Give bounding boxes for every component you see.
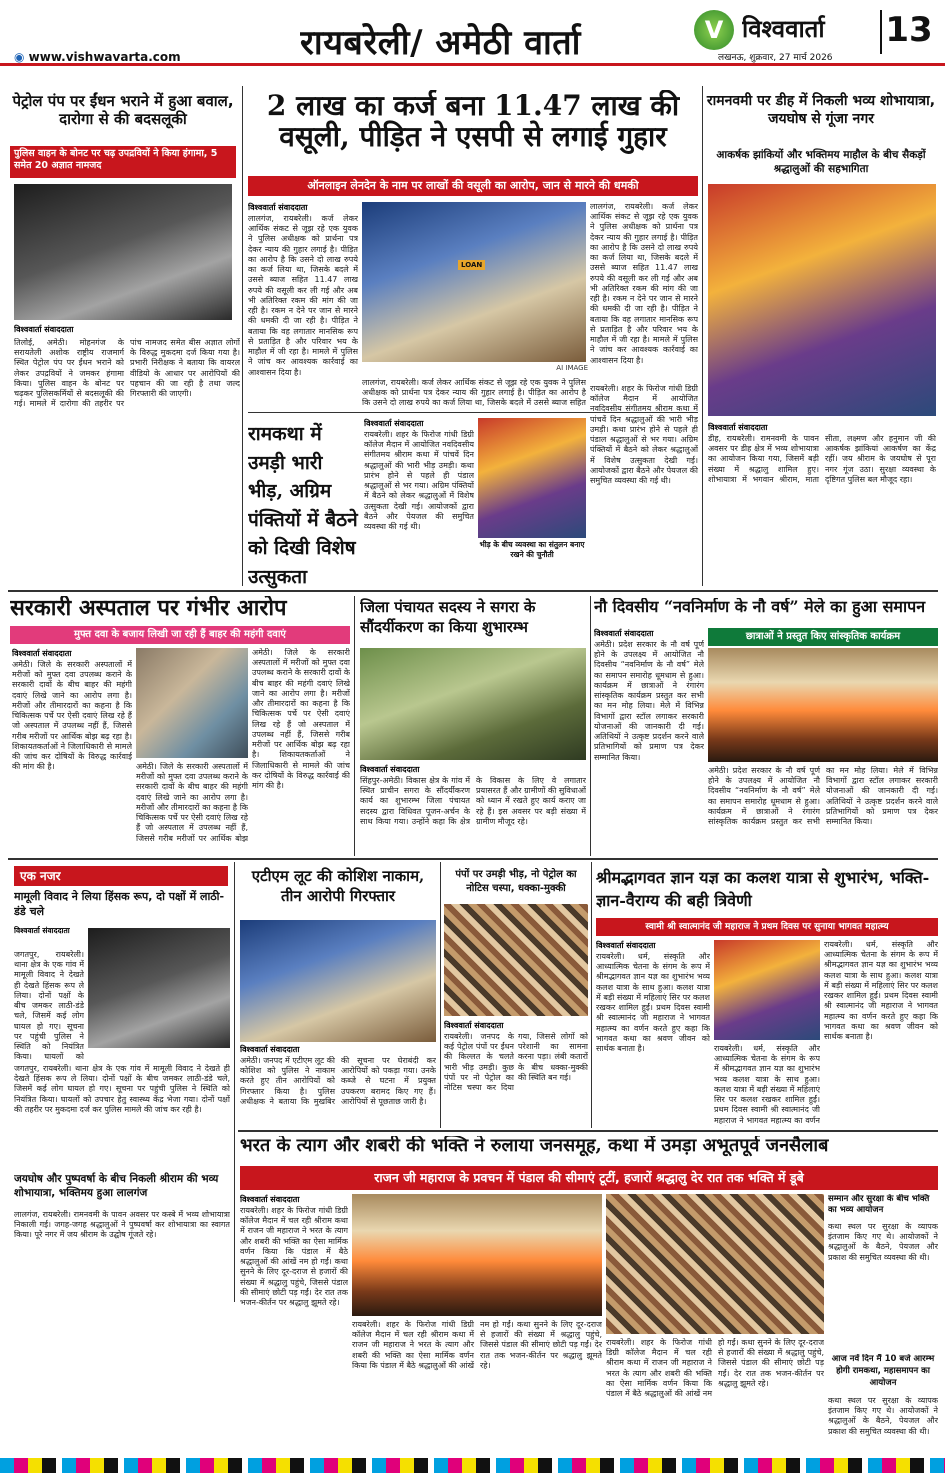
- color-registration-strip: [0, 1458, 945, 1473]
- globe-icon: ◉: [14, 50, 25, 64]
- website-link[interactable]: [14, 50, 214, 64]
- column-divider: [234, 862, 235, 1302]
- hospital-photo: [136, 648, 248, 758]
- masthead: [0, 0, 945, 66]
- row-divider: [8, 858, 938, 860]
- eknazar-sub-body: लालगंज, रायबरेली। रामनवमी के पावन अवसर पर कस्बे में भव्य शोभायात्रा निकाली गई। जगह-जगह श्रद्धालुओं ने पुष्पवर्षा कर शोभायात्रा का स्वागत किया। पूरे नगर में जय श्रीराम के उद्घोष गूंजते रहे।: [14, 1210, 230, 1240]
- page-number: 13: [880, 10, 936, 54]
- ramkatha-caption: भीड़ के बीच व्यवस्था का संतुलन बनाए रखने की चुनौती: [479, 540, 585, 559]
- bharat-byline: विश्ववार्ता संवाददाता: [240, 1195, 300, 1204]
- brand-name: विश्ववार्ता: [742, 14, 825, 43]
- brand-logo: V: [694, 10, 734, 50]
- bharat-subhead: राजन जी महाराज के प्रवचन में पंडाल की सीमाएं टूटीं, हजारों श्रद्धालु देर रात तक भक्ति में डूबे: [240, 1166, 938, 1190]
- loan-body-col1: लालगंज, रायबरेली। कर्ज लेकर आर्थिक संकट से जूझ रहे एक युवक ने पुलिस अधीक्षक को प्रार्थना पत्र देकर न्याय की गुहार लगाई है। पीड़ित का आरोप है कि उसने दो लाख रुपये का कर्ज लिया था, जिसके बदले में उससे ब्याज सहित 11.47 लाख रुपये की वसूली कर ली गई और अब भी अतिरिक्त रकम की मांग की जा रही है। रकम न देने पर जान से मारने की धमकी दी जा रही है। पीड़ित ने बताया कि वह लगातार मानसिक रूप से प्रताड़ित है और परिवार भय के माहौल में जी रहा है। मामले में पुलिस ने जांच कर आवश्यक कार्रवाई का आश्वासन दिया है।: [248, 214, 358, 376]
- bharat-crowd-photo: [606, 1194, 824, 1334]
- petrol-headline: पेट्रोल पंप पर ईंधन भराने में हुआ बवाल, दारोगा से की बदसलूकी: [12, 92, 234, 129]
- loan-headline: 2 लाख का कर्ज बना 11.47 लाख की वसूली, पीड़ित ने एसपी से लगाई गुहार: [266, 90, 680, 154]
- bhagwat-byline: विश्ववार्ता संवाददाता: [596, 941, 656, 950]
- eknazar-byline: विश्ववार्ता संवाददाता: [14, 926, 70, 935]
- atm-headline: एटीएम लूट की कोशिश नाकाम, तीन आरोपी गिरफ्तार: [251, 867, 425, 906]
- hospital-body: अमेठी। जिले के सरकारी अस्पतालों में मरीजों को मुफ्त दवा उपलब्ध कराने के सरकारी दावों के बीच बाहर की महंगी दवाएं लिखे जाने का आरोप लगा है। मरीजों और तीमारदारों का कहना है कि चिकित्सक पर्चे पर ऐसी दवाएं लिख रहे हैं जो अस्पताल में उपलब्ध नहीं हैं, जिससे गरीब मरीजों पर आर्थिक बोझ बढ़ रहा है। शिकायतकर्ताओं ने जिलाधिकारी से मामले की जांच कर दोषियों के विरुद्ध कार्रवाई की मांग की है।: [12, 660, 132, 772]
- zila-photo: [360, 648, 586, 760]
- hospital-body-3: अमेठी। जिले के सरकारी अस्पतालों में मरीजों को मुफ्त दवा उपलब्ध कराने के सरकारी दावों के बीच बाहर की महंगी दवाएं लिखे जाने का आरोप लगा है। मरीजों और तीमारदारों का कहना है कि चिकित्सक पर्चे पर ऐसी दवाएं लिख रहे हैं जो अस्पताल में उपलब्ध नहीं हैं, जिससे गरीब मरीजों पर आर्थिक बोझ बढ़ रहा है। शिकायतकर्ताओं ने जिलाधिकारी से मामले की जांच कर दोषियों के विरुद्ध कार्रवाई की मांग की है।: [252, 648, 350, 791]
- hospital-body-2: अमेठी। जिले के सरकारी अस्पतालों में मरीजों को मुफ्त दवा उपलब्ध कराने के सरकारी दावों के बीच बाहर की महंगी दवाएं लिखे जाने का आरोप लगा है। मरीजों और तीमारदारों का कहना है कि चिकित्सक पर्चे पर ऐसी दवाएं लिख रहे हैं जो अस्पताल में उपलब्ध नहीं हैं, जिससे गरीब मरीजों पर आर्थिक बोझ: [136, 762, 248, 842]
- loan-body-col2: लालगंज, रायबरेली। कर्ज लेकर आर्थिक संकट से जूझ रहे एक युवक ने पुलिस अधीक्षक को प्रार्थना पत्र देकर न्याय की गुहार लगाई है। पीड़ित का आरोप है कि उसने दो लाख रुपये का कर्ज लिया था, जिसके बदले में उससे ब्याज सहित 11.47 लाख रुपये की वसूली कर ली गई और अब भी अतिरिक्त रकम की मांग की जा रही है। रकम न देने पर जान से मारने की धमकी दी जा रही है। पीड़ित ने बताया कि वह लगातार मानसिक रूप से प्रताड़ित है और परिवार भय के माहौल में जी रहा है। मामले में पुलिस ने जांच कर आवश्यक कार्रवाई का आश्वासन दिया है।: [590, 202, 698, 365]
- ramnavami-byline: विश्ववार्ता संवाददाता: [708, 423, 768, 432]
- bhagwat-body: रायबरेली। धर्म, संस्कृति और आध्यात्मिक चेतना के संगम के रूप में श्रीमद्भागवत ज्ञान यज्ञ का शुभारंभ भव्य कलश यात्रा के साथ हुआ। कलश यात्रा में बड़ी संख्या में महिलाएं सिर पर कलश रखकर शामिल हुईं। प्रथम दिवस स्वामी श्री स्वात्मानंद जी महाराज ने भागवत महात्म्य का वर्णन करते हुए कहा कि भागवत कथा का श्रवण जीवन को सार्थक बनाता है।: [596, 952, 710, 1054]
- bharat-body-2: रायबरेली। शहर के फिरोज गांधी डिग्री कॉलेज मैदान में चल रही श्रीराम कथा में राजन जी महाराज ने भरत के त्याग और शबरी की भक्ति का ऐसा मार्मिक वर्णन किया कि पंडाल में बैठे श्रद्धालुओं की आंखें नम हो गईं। कथा सुनने के लिए दूर-दराज से हजारों की संख्या में श्रद्धालु पहुंचे, जिससे पंडाल की सीमाएं छोटी पड़ गईं। देर रात तक भजन-कीर्तन पर श्रद्धालु झूमते रहे।: [352, 1320, 602, 1370]
- pump-body: रायबरेली। जनपद के कई पेट्रोल पंपों पर ईंधन की किल्लत के चलते भारी भीड़ उमड़ी। कुछ पंपों पर नो पेट्रोल का नोटिस चस्पा कर दिया गया, जिससे लोगों को परेशानी का सामना करना पड़ा। लंबी कतारों के बीच धक्का-मुक्की की स्थिति बन गई।: [444, 1032, 588, 1093]
- zila-headline: जिला पंचायत सदस्य ने सगरा के सौंदर्यीकरण का किया शुभारम्भ: [360, 598, 536, 636]
- loan-byline: विश्ववार्ता संवाददाता: [248, 203, 308, 212]
- ramnavami-body: डीह, रायबरेली। रामनवमी के पावन अवसर पर डीह क्षेत्र में भव्य शोभायात्रा का आयोजन किया गया, जिसमें बड़ी संख्या में श्रद्धालु शामिल हुए। शोभायात्रा में भगवान श्रीराम, माता सीता, लक्ष्मण और हनुमान जी की आकर्षक झांकियां आकर्षण का केंद्र रहीं। जय श्रीराम के जयघोष से पूरा नगर गूंज उठा। सुरक्षा व्यवस्था के दृष्टिगत पुलिस बल मौजूद रहा।: [708, 434, 936, 484]
- zila-body: सिंहपुर-अमेठी। विकास क्षेत्र के गांव में स्थित प्राचीन सगरा के सौंदर्यीकरण कार्य का शुभारम्भ जिला पंचायत सदस्य द्वारा विधिवत पूजन-अर्चन के साथ किया गया। उन्होंने कहा कि क्षेत्र के विकास के लिए वे लगातार प्रयासरत हैं और ग्रामीणों की सुविधाओं को ध्यान में रखते हुए कार्य कराए जा रहे हैं। इस अवसर पर बड़ी संख्या में ग्रामीण मौजूद रहे।: [360, 776, 586, 826]
- zila-byline: विश्ववार्ता संवाददाता: [360, 765, 420, 774]
- column-divider: [242, 86, 243, 586]
- bharat-side-heading: सम्मान और सुरक्षा के बीच भक्ति का भव्य आयोजन: [828, 1194, 930, 1216]
- bharat-side-body-2: कथा स्थल पर सुरक्षा के व्यापक इंतजाम किए गए थे। आयोजकों ने श्रद्धालुओं के बैठने, पेयजल और प्रकाश की समुचित व्यवस्था की थी।: [828, 1396, 938, 1436]
- bhagwat-subhead: स्वामी श्री स्वात्मानंद जी महाराज ने प्रथम दिवस पर सुनाया भागवत महात्म्य: [596, 918, 938, 936]
- bhagwat-body-2: रायबरेली। धर्म, संस्कृति और आध्यात्मिक चेतना के संगम के रूप में श्रीमद्भागवत ज्ञान यज्ञ का शुभारंभ भव्य कलश यात्रा के साथ हुआ। कलश यात्रा में बड़ी संख्या में महिलाएं सिर पर कलश रखकर शामिल हुईं। प्रथम दिवस स्वामी श्री स्वात्मानंद जी महाराज ने भागवत महात्म्य का वर्णन करते हुए कहा कि भागवत कथा का श्रवण जीवन को सार्थक बनाता है।: [824, 940, 938, 1042]
- petrol-subhead: पुलिस वाहन के बोनट पर चढ़ उपद्रवियों ने किया हंगामा, 5 समेत 20 अज्ञात नामजद: [10, 146, 236, 178]
- bhagwat-headline: श्रीमद्भागवत ज्ञान यज्ञ का कलश यात्रा से शुभारंभ, भक्ति-ज्ञान-वैराग्य की बही त्रिवेणी: [596, 868, 930, 911]
- bharat-headline: भरत के त्याग और शबरी की भक्ति ने रुलाया जनसमूह, कथा में उमड़ा अभूतपूर्व जनसैलाब: [240, 1136, 829, 1156]
- bharat-body: रायबरेली। शहर के फिरोज गांधी डिग्री कॉलेज मैदान में चल रही श्रीराम कथा में राजन जी महाराज ने भरत के त्याग और शबरी की भक्ति का ऐसा मार्मिक वर्णन किया कि पंडाल में बैठे श्रद्धालुओं की आंखें नम हो गईं। कथा सुनने के लिए दूर-दराज से हजारों की संख्या में श्रद्धालु पहुंचे, जिससे पंडाल की सीमाएं छोटी पड़ गईं। देर रात तक भजन-कीर्तन पर श्रद्धालु झूमते रहे।: [240, 1206, 348, 1308]
- eknazar-sub-headline: जयघोष और पुष्पवर्षा के बीच निकली श्रीराम की भव्य शोभायात्रा, भक्तिमय हुआ लालगंज: [14, 1173, 219, 1200]
- eknazar-headline: मामूली विवाद ने लिया हिंसक रूप, दो पक्षों में लाठी-डंडे चले: [14, 890, 225, 918]
- section-title: रायबरेली/ अमेठी वार्ता: [300, 23, 581, 62]
- row-divider: [238, 1130, 938, 1132]
- ramkatha-photo: [478, 418, 586, 538]
- loan-photo: [362, 202, 586, 362]
- bharat-stage-photo: [352, 1194, 602, 1316]
- column-divider: [590, 596, 591, 856]
- column-divider: [440, 862, 441, 1128]
- atm-body: अमेठी। जनपद में एटीएम लूट की कोशिश को पुलिस ने नाकाम करते हुए तीन आरोपियों को गिरफ्तार किया है। पुलिस अधीक्षक ने बताया कि मुखबिर की सूचना पर घेराबंदी कर आरोपियों को पकड़ा गया। उनके कब्जे से घटना में प्रयुक्त उपकरण बरामद किए गए हैं। आरोपियों से पूछताछ जारी है।: [240, 1056, 436, 1106]
- ramkatha-body-2: रायबरेली। शहर के फिरोज गांधी डिग्री कॉलेज मैदान में आयोजित नवदिवसीय संगीतमय श्रीराम कथा में पांचवें दिन श्रद्धालुओं की भारी भीड़ उमड़ी। कथा प्रारंभ होने से पहले ही पंडाल श्रद्धालुओं से भर गया। अग्रिम पंक्तियों में बैठने को लेकर श्रद्धालुओं में विशेष उत्सुकता देखी गई। आयोजकों द्वारा बैठने और पेयजल की समुचित व्यवस्था की गई थी।: [590, 384, 698, 486]
- pump-photo: [444, 904, 588, 1016]
- bharat-body-3: रायबरेली। शहर के फिरोज गांधी डिग्री कॉलेज मैदान में चल रही श्रीराम कथा में राजन जी महाराज ने भरत के त्याग और शबरी की भक्ति का ऐसा मार्मिक वर्णन किया कि पंडाल में बैठे श्रद्धालुओं की आंखें नम हो गईं। कथा सुनने के लिए दूर-दराज से हजारों की संख्या में श्रद्धालु पहुंचे, जिससे पंडाल की सीमाएं छोटी पड़ गईं। देर रात तक भजन-कीर्तन पर श्रद्धालु झूमते रहे।: [606, 1338, 824, 1399]
- navdivasiya-headline: नौ दिवसीय “नवनिर्माण के नौ वर्ष” मेले का हुआ समापन: [594, 598, 926, 616]
- bharat-side-body: कथा स्थल पर सुरक्षा के व्यापक इंतजाम किए गए थे। आयोजकों ने श्रद्धालुओं के बैठने, पेयजल और प्रकाश की समुचित व्यवस्था की थी।: [828, 1222, 938, 1262]
- petrol-photo: [14, 184, 232, 320]
- navdivasiya-body-2: अमेठी। प्रदेश सरकार के नौ वर्ष पूर्ण होने के उपलक्ष्य में आयोजित नौ दिवसीय “नवनिर्माण के नौ वर्ष” मेले का समापन समारोह धूमधाम से हुआ। कार्यक्रम में छात्राओं ने रंगारंग सांस्कृतिक कार्यक्रम प्रस्तुत कर सभी का मन मोह लिया। मेले में विभिन्न विभागों द्वारा स्टॉल लगाकर सरकारी योजनाओं की जानकारी दी गई। अतिथियों ने उत्कृष्ट प्रदर्शन करने वाले प्रतिभागियों को प्रमाण पत्र देकर सम्मानित किया।: [708, 766, 938, 827]
- navdivasiya-photo: [708, 648, 938, 762]
- navdivasiya-subhead: छात्राओं ने प्रस्तुत किए सांस्कृतिक कार्यक्रम: [708, 628, 938, 646]
- atm-photo: [240, 920, 436, 1042]
- ramnavami-subhead: आकर्षक झांकियों और भक्तिमय माहौल के बीच सैकड़ों श्रद्धालुओं की सहभागिता: [716, 149, 926, 176]
- eknazar-photo: [88, 928, 230, 1048]
- eknazar-body-2: जगतपुर, रायबरेली। थाना क्षेत्र के एक गांव में मामूली विवाद ने देखते ही देखते हिंसक रूप ले लिया। दोनों पक्षों के बीच जमकर लाठी-डंडे चले, जिसमें कई लोग घायल हो गए। सूचना पर पहुंची पुलिस ने स्थिति को नियंत्रित किया। घायलों को उपचार हेतु स्वास्थ्य केंद्र भेजा गया। दोनों पक्षों की तहरीर पर मुकदमा दर्ज कर पुलिस मामले की जांच कर रही है।: [14, 1064, 230, 1114]
- pump-headline: पंपों पर उमड़ी भीड़, नो पेट्रोल का नोटिस चस्पा, धक्का-मुक्की: [455, 869, 577, 894]
- ramkatha-headline: रामकथा में उमड़ी भारी भीड़, अग्रिम पंक्तियों में बैठने को दिखी विशेष उत्सुकता: [248, 423, 358, 588]
- navdivasiya-body: अमेठी। प्रदेश सरकार के नौ वर्ष पूर्ण होने के उपलक्ष्य में आयोजित नौ दिवसीय “नवनिर्माण के नौ वर्ष” मेले का समापन समारोह धूमधाम से हुआ। कार्यक्रम में छात्राओं ने रंगारंग सांस्कृतिक कार्यक्रम प्रस्तुत कर सभी का मन मोह लिया। मेले में विभिन्न विभागों द्वारा स्टॉल लगाकर सरकारी योजनाओं की जानकारी दी गई। अतिथियों ने उत्कृष्ट प्रदर्शन करने वाले प्रतिभागियों को प्रमाण पत्र देकर सम्मानित किया।: [594, 640, 704, 762]
- navdivasiya-byline: विश्ववार्ता संवाददाता: [594, 629, 654, 638]
- loan-photo-credit: AI IMAGE: [556, 364, 588, 372]
- bhagwat-body-3: रायबरेली। धर्म, संस्कृति और आध्यात्मिक चेतना के संगम के रूप में श्रीमद्भागवत ज्ञान यज्ञ का शुभारंभ भव्य कलश यात्रा के साथ हुआ। कलश यात्रा में बड़ी संख्या में महिलाएं सिर पर कलश रखकर शामिल हुईं। प्रथम दिवस स्वामी श्री स्वात्मानंद जी महाराज ने भागवत महात्म्य का वर्णन: [714, 1044, 820, 1125]
- column-divider: [354, 596, 355, 856]
- pump-byline: विश्ववार्ता संवाददाता: [444, 1021, 504, 1030]
- ramnavami-headline: रामनवमी पर डीह में निकली भव्य शोभायात्रा, जयघोष से गूंजा नगर: [706, 93, 936, 128]
- hospital-headline: सरकारी अस्पताल पर गंभीर आरोप: [10, 596, 287, 621]
- ramnavami-photo: [708, 184, 936, 416]
- website-url: www.vishwavarta.com: [28, 50, 181, 64]
- hospital-byline: विश्ववार्ता संवाददाता: [12, 649, 72, 658]
- bharat-foot-note: आज नवें दिन मैं 10 बजे आरम्भ होगी रामकथा, महासमापन का आयोजन: [831, 1354, 935, 1388]
- loan-body-bottom: लालगंज, रायबरेली। कर्ज लेकर आर्थिक संकट से जूझ रहे एक युवक ने पुलिस अधीक्षक को प्रार्थना पत्र देकर न्याय की गुहार लगाई है। पीड़ित का आरोप है कि उसने दो लाख रुपये का कर्ज लिया था, जिसके बदले में उससे ब्याज सहित: [362, 378, 586, 408]
- column-divider: [702, 86, 703, 586]
- petrol-byline: विश्ववार्ता संवाददाता: [14, 325, 74, 334]
- atm-byline: विश्ववार्ता संवाददाता: [240, 1045, 300, 1054]
- petrol-body: तिलोई, अमेठी। मोहनगंज के सरायतेली अशोक राष्ट्रीय राजमार्ग स्थित पेट्रोल पंप पर ईंधन भराने को लेकर उपद्रवियों ने जमकर हंगामा किया। पुलिस वाहन के बोनट पर चढ़कर पुलिसकर्मियों से बदसलूकी की गई। मामले में दारोगा की तहरीर पर पांच नामजद समेत बीस अज्ञात लोगों के विरुद्ध मुकदमा दर्ज किया गया है। प्रभारी निरीक्षक ने बताया कि वायरल वीडियो के आधार पर आरोपियों की पहचान की जा रही है तथा जल्द गिरफ्तारी की जाएगी।: [14, 338, 240, 409]
- ramkatha-body: रायबरेली। शहर के फिरोज गांधी डिग्री कॉलेज मैदान में आयोजित नवदिवसीय संगीतमय श्रीराम कथा में पांचवें दिन श्रद्धालुओं की भारी भीड़ उमड़ी। कथा प्रारंभ होने से पहले ही पंडाल श्रद्धालुओं से भर गया। अग्रिम पंक्तियों में बैठने को लेकर श्रद्धालुओं में विशेष उत्सुकता देखी गई। आयोजकों द्वारा बैठने और पेयजल की समुचित व्यवस्था की गई थी।: [364, 430, 474, 532]
- dateline: लखनऊ, शुक्रवार, 27 मार्च 2026: [718, 53, 833, 63]
- bhagwat-photo: [714, 940, 820, 1040]
- eknazar-label: एक नजर: [14, 866, 228, 886]
- column-divider: [591, 862, 592, 1128]
- loan-photo-label: LOAN: [458, 260, 485, 270]
- ramkatha-byline: विश्ववार्ता संवाददाता: [364, 419, 424, 428]
- loan-subhead: ऑनलाइन लेनदेन के नाम पर लाखों की वसूली का आरोप, जान से मारने की धमकी: [248, 176, 698, 196]
- row-divider: [8, 590, 938, 592]
- eknazar-body: जगतपुर, रायबरेली। थाना क्षेत्र के एक गांव में मामूली विवाद ने देखते ही देखते हिंसक रूप ले लिया। दोनों पक्षों के बीच जमकर लाठी-डंडे चले, जिसमें कई लोग घायल हो गए। सूचना पर पहुंची पुलिस ने स्थिति को नियंत्रित किया। घायलों को: [14, 950, 84, 1062]
- hospital-subhead: मुफ्त दवा के बजाय लिखी जा रही हैं बाहर की महंगी दवाएं: [10, 626, 350, 644]
